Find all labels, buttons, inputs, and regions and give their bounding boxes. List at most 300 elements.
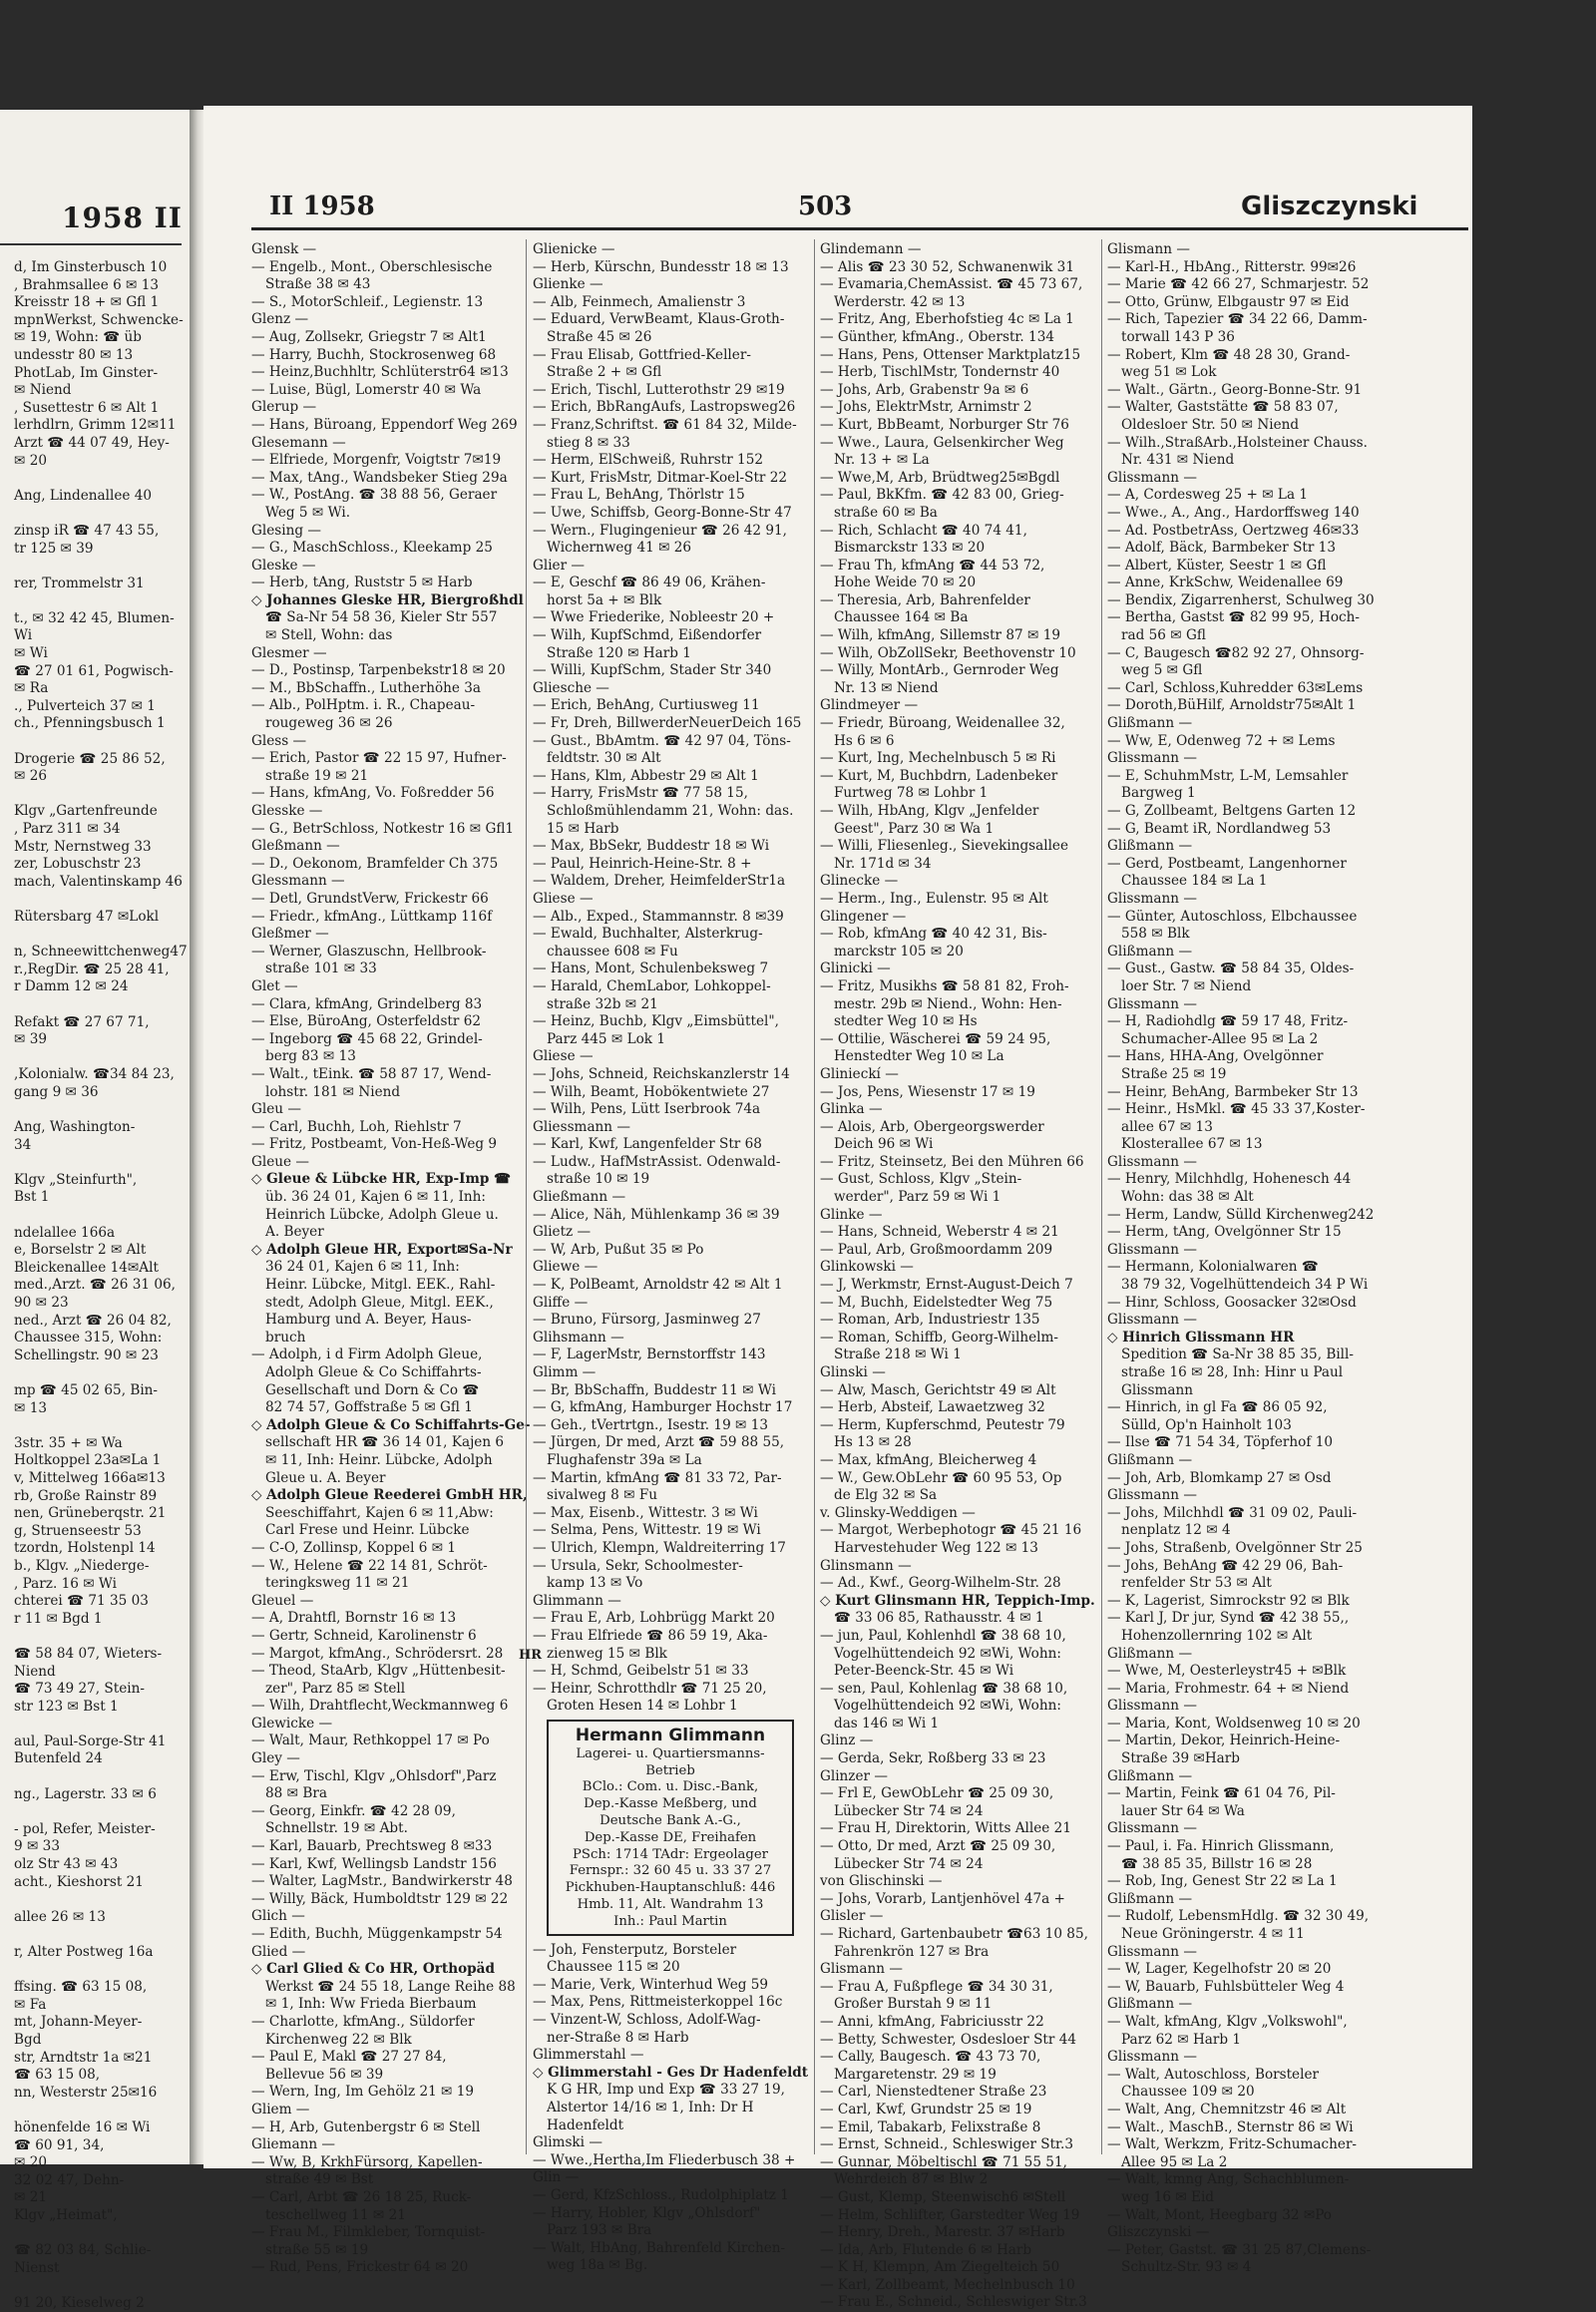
entry-heading: Glinz — bbox=[820, 1733, 874, 1749]
entry-line: — Alice, Näh, Mühlenkamp 36 ✉ 39 bbox=[533, 1206, 780, 1223]
entry-line bbox=[0, 1102, 182, 1120]
entry-line: chaussee 608 ✉ Fu bbox=[547, 943, 678, 960]
entry-line: Werkst ☎ 24 55 18, Lange Reihe 88 bbox=[265, 1978, 516, 1995]
entry-line: — Alb., PolHptm. i. R., Chapeau- bbox=[251, 697, 476, 714]
entry-line: allee 26 ✉ 13 bbox=[14, 1908, 106, 1925]
entry-line: nen, Grüneberqstr. 21 bbox=[14, 1505, 167, 1522]
entry-line: — Paul, Heinrich-Heine-Str. 8 + bbox=[533, 855, 752, 872]
entry-line: Parz 193 ✉ Bra bbox=[547, 2222, 652, 2239]
entry-line: — Ottilie, Wäscherei ☎ 59 24 95, bbox=[820, 1030, 1051, 1047]
entry-line: — Wilh, ObZollSekr, Beethovenstr 10 bbox=[820, 644, 1076, 661]
entry-line: Allee 95 ✉ La 2 bbox=[1121, 2153, 1228, 2170]
entry-line: Neue Gröningerstr. 4 ✉ 11 bbox=[1121, 1926, 1305, 1942]
entry-line: — Otto, Dr med, Arzt ☎ 25 09 30, bbox=[820, 1838, 1056, 1855]
entry-line: — Kurt, M, Buchbdrn, Ladenbeker bbox=[820, 767, 1058, 784]
entry-line: weg 16 ✉ Eid bbox=[1121, 2188, 1215, 2205]
entry-line: Klgv „Gartenfreunde bbox=[14, 803, 158, 820]
entry-line: sivalweg 8 ✉ Fu bbox=[547, 1487, 658, 1504]
entry-line: Chaussee 184 ✉ La 1 bbox=[1121, 873, 1268, 890]
entry-heading: ◇ Glimmerstahl - Ges Dr Hadenfeldt bbox=[533, 2064, 809, 2081]
entry-line: — Paul E, Makl ☎ 27 27 84, bbox=[251, 2049, 447, 2066]
entry-line: mp ☎ 45 02 65, Bin- bbox=[14, 1382, 159, 1398]
entry-heading: Glimmerstahl — bbox=[533, 2047, 644, 2064]
entry-line: — Luise, Bügl, Lomerstr 40 ✉ Wa bbox=[251, 381, 482, 398]
entry-line: — Wilh, KupfSchmd, Eißendorfer bbox=[533, 627, 762, 644]
entry-heading: Glihsmann — bbox=[533, 1329, 624, 1346]
entry-line: ffsing. ☎ 63 15 08, bbox=[14, 1979, 148, 1996]
entry-line bbox=[0, 996, 182, 1014]
entry-heading: v. Glinsky-Weddigen — bbox=[820, 1504, 976, 1521]
entry-heading: Glimmann — bbox=[533, 1592, 621, 1609]
entry-line: lauer Str 64 ✉ Wa bbox=[1121, 1802, 1245, 1819]
entry-line: ✉ Niend bbox=[14, 382, 72, 399]
entry-heading: Glisler — bbox=[820, 1908, 884, 1925]
entry-line bbox=[0, 1417, 182, 1435]
entry-line: tzordn, Holstenpl 14 bbox=[14, 1540, 156, 1557]
entry-line bbox=[0, 786, 182, 804]
entry-line: ☎ Sa-Nr 54 58 36, Kieler Str 557 bbox=[265, 609, 498, 626]
entry-line: Peter-Beenck-Str. 45 ✉ Wi bbox=[834, 1663, 1014, 1680]
entry-line: — Frau Th, kfmAng ☎ 44 53 72, bbox=[820, 557, 1045, 574]
entry-line: — Henry, Dreh., Marestr. 37 ✉Harb bbox=[820, 2224, 1065, 2241]
entry-line: Vogelhüttendeich 92 ✉Wi, Wohn: bbox=[834, 1698, 1061, 1715]
entry-line: — Peter, Gastst. ☎ 31 25 87,Clemens- bbox=[1107, 2241, 1372, 2258]
entry-line: — Wwe Friederike, Nobleestr 20 + bbox=[533, 609, 775, 626]
entry-line: Vogelhüttendeich 92 ✉Wi, Wohn: bbox=[834, 1645, 1061, 1662]
entry-line: — Karl, Kwf, Langenfelder Str 68 bbox=[533, 1136, 762, 1153]
entry-line: nenplatz 12 ✉ 4 bbox=[1121, 1522, 1231, 1539]
entry-line: straße 101 ✉ 33 bbox=[265, 961, 377, 977]
entry-line: feldtstr. 30 ✉ Alt bbox=[547, 750, 661, 767]
entry-line: — Gerd, KfzSchloss., Rudolphiplatz 1 bbox=[533, 2186, 789, 2203]
entry-heading: Glimski — bbox=[533, 2134, 602, 2151]
entry-heading: Glindemann — bbox=[820, 241, 922, 257]
advertisement-line: BClo.: Com. u. Disc.-Bank, bbox=[582, 1779, 759, 1795]
entry-line: — Adolf, Bäck, Barmbeker Str 13 bbox=[1107, 540, 1336, 557]
entry-line: mpnWerkst, Schwencke- bbox=[14, 311, 184, 328]
entry-line bbox=[0, 505, 182, 523]
entry-line: Straße 45 ✉ 26 bbox=[547, 328, 652, 345]
entry-line: ✉ 26 bbox=[14, 768, 48, 785]
entry-line: — Karl, Zollbeamt, Mechelnbusch 10 bbox=[820, 2276, 1075, 2293]
entry-line: Butenfeld 24 bbox=[14, 1750, 103, 1767]
entry-line: — E, SchuhmMstr, L-M, Lemsahler bbox=[1107, 767, 1349, 784]
entry-line: ng., Lagerstr. 33 ✉ 6 bbox=[14, 1785, 157, 1802]
entry-line: — Herm, Landw, Sülld Kirchenweg242 bbox=[1107, 1206, 1375, 1223]
entry-line: Spedition ☎ Sa-Nr 38 85 35, Bill- bbox=[1121, 1347, 1354, 1363]
entry-line: Flughafenstr 39a ✉ La bbox=[547, 1451, 702, 1468]
entry-heading: Glewicke — bbox=[251, 1715, 333, 1732]
entry-line: — Herb, Absteif, Lawaetzweg 32 bbox=[820, 1399, 1045, 1416]
entry-line: Lübecker Str 74 ✉ 24 bbox=[834, 1855, 984, 1872]
entry-line: — Alw, Masch, Gerichtstr 49 ✉ Alt bbox=[820, 1381, 1056, 1398]
entry-line: r, Alter Postweg 16a bbox=[14, 1944, 154, 1960]
entry-line: Chaussee 315, Wohn: bbox=[14, 1330, 163, 1347]
entry-line: — Margot, Werbephotogr ☎ 45 21 16 bbox=[820, 1522, 1082, 1539]
entry-line: Niend bbox=[14, 1663, 56, 1680]
directory-column-1 bbox=[251, 241, 531, 2277]
entry-line: — Willy, MontArb., Gernroder Weg bbox=[820, 662, 1059, 679]
entry-line: Großer Burstah 9 ✉ 11 bbox=[834, 1996, 993, 2013]
entry-line: rad 56 ✉ Gfl bbox=[1121, 627, 1206, 644]
entry-line: — Betty, Schwester, Osdesloer Str 44 bbox=[820, 2031, 1077, 2048]
entry-line: straße 32b ✉ 21 bbox=[547, 995, 658, 1012]
advertisement-line: Pickhuben-Hauptanschluß: 446 bbox=[565, 1880, 776, 1896]
column-divider bbox=[526, 239, 527, 2154]
entry-line: olz Str 43 ✉ 43 bbox=[14, 1856, 119, 1873]
entry-line: — W, Lager, Kegelhofstr 20 ✉ 20 bbox=[1107, 1961, 1332, 1978]
entry-heading: Gleßmann — bbox=[251, 838, 340, 855]
entry-line: rb, Große Rainstr 89 bbox=[14, 1487, 158, 1504]
entry-line: 3str. 35 + ✉ Wa bbox=[14, 1434, 123, 1451]
entry-line: — Ilse ☎ 71 54 34, Töpferhof 10 bbox=[1107, 1434, 1333, 1451]
entry-line: Refakt ☎ 27 67 71, bbox=[14, 1013, 150, 1030]
entry-line: 82 74 57, Goffstraße 5 ✉ Gfl 1 bbox=[265, 1399, 473, 1416]
entry-line: — Br, BbSchaffn, Buddestr 11 ✉ Wi bbox=[533, 1381, 776, 1398]
entry-heading: Gliszczynski — bbox=[1107, 2224, 1210, 2241]
entry-line: werder", Parz 59 ✉ Wi 1 bbox=[834, 1189, 1001, 1206]
entry-line: — Herm, Kupferschmd, Peutestr 79 bbox=[820, 1416, 1065, 1433]
entry-line: ✉ 20 bbox=[14, 452, 48, 469]
entry-heading: ◇ Hinrich Glissmann HR bbox=[1107, 1329, 1295, 1346]
header-rule bbox=[251, 227, 1468, 230]
entry-line: — Karl J, Dr jur, Synd ☎ 42 38 55,, bbox=[1107, 1610, 1350, 1627]
entry-line: bruch bbox=[265, 1329, 306, 1346]
entry-line: — E, Geschf ☎ 86 49 06, Krähen- bbox=[533, 575, 766, 591]
entry-line: — Wilh, HbAng, Klgv „Jenfelder bbox=[820, 803, 1039, 819]
entry-line: — Cally, Baugesch. ☎ 43 73 70, bbox=[820, 2049, 1041, 2066]
entry-line: g, Struenseestr 53 bbox=[14, 1522, 142, 1539]
entry-line bbox=[0, 891, 182, 909]
entry-line: Glissmann bbox=[1121, 1381, 1194, 1398]
entry-line: ✉ 13 bbox=[14, 1399, 48, 1416]
entry-line: — Harry, Hobler, Klgv „Ohlsdorf" bbox=[533, 2204, 761, 2221]
entry-heading: Glissmann — bbox=[1107, 1241, 1197, 1258]
entry-line: n, Schneewittchenweg47 bbox=[14, 944, 188, 961]
entry-line: ☎ 38 85 35, Billstr 16 ✉ 28 bbox=[1121, 1855, 1313, 1872]
entry-heading: von Glischinski — bbox=[820, 1873, 943, 1890]
entry-line bbox=[0, 558, 182, 576]
entry-line: — Anni, kfmAng, Fabriciusstr 22 bbox=[820, 2013, 1044, 2030]
entry-heading: Glissmann — bbox=[1107, 2049, 1197, 2066]
entry-line: Hohenzollernring 102 ✉ Alt bbox=[1121, 1627, 1313, 1644]
entry-line: Henstedter Weg 10 ✉ La bbox=[834, 1048, 1004, 1065]
entry-line: — Maria, Frohmestr. 64 + ✉ Niend bbox=[1107, 1680, 1350, 1697]
entry-line: Schumacher-Allee 95 ✉ La 2 bbox=[1121, 1030, 1319, 1047]
entry-line: ☎ 33 06 85, Rathausstr. 4 ✉ 1 bbox=[834, 1610, 1044, 1627]
entry-line: — Frau M., Filmkleber, Tornquist- bbox=[251, 2224, 486, 2241]
entry-line: Hamburg und A. Beyer, Haus- bbox=[265, 1312, 472, 1329]
entry-line: — Ida, Arb, Flutende 6 ✉ Harb bbox=[820, 2241, 1032, 2258]
entry-line: , Parz 311 ✉ 34 bbox=[14, 821, 121, 837]
entry-line: Schnellstr. 19 ✉ Abt. bbox=[265, 1820, 408, 1837]
entry-line: ✉ Ra bbox=[14, 680, 49, 697]
entry-line: — M, Buchh, Eidelstedter Weg 75 bbox=[820, 1294, 1053, 1311]
entry-line: marckstr 105 ✉ 20 bbox=[834, 943, 964, 960]
left-page-header: 1958 II bbox=[62, 201, 183, 234]
entry-line: Seeschiffahrt, Kajen 6 ✉ 11,Abw: bbox=[265, 1504, 494, 1521]
entry-line: Groten Hesen 14 ✉ Lohbr 1 bbox=[547, 1698, 738, 1715]
entry-line: — Walt, HbAng, Bahrenfeld Kirchen- bbox=[533, 2239, 786, 2256]
entry-heading: Glessmann — bbox=[251, 873, 345, 890]
entry-heading: Glinski — bbox=[820, 1364, 886, 1380]
entry-line: — Herb, Kürschn, Bundesstr 18 ✉ 13 bbox=[533, 258, 789, 275]
entry-line: Bleickenallee 14✉Alt bbox=[14, 1259, 159, 1276]
entry-line: — Eduard, VerwBeamt, Klaus-Groth- bbox=[533, 311, 785, 328]
entry-line: Adolph Gleue & Co Schiffahrts- bbox=[265, 1364, 482, 1380]
entry-line: allee 67 ✉ 13 bbox=[1121, 1118, 1213, 1135]
entry-line: Straße 38 ✉ 43 bbox=[265, 276, 371, 293]
entry-line: — M., BbSchaffn., Lutherhöhe 3a bbox=[251, 679, 482, 696]
entry-line: b., Klgv. „Niederge- bbox=[14, 1557, 150, 1574]
entry-line: ,Kolonialw. ☎34 84 23, bbox=[14, 1066, 175, 1083]
entry-line: — G, Beamt iR, Nordlandweg 53 bbox=[1107, 820, 1332, 837]
entry-line: tr 125 ✉ 39 bbox=[14, 540, 94, 557]
entry-line: — Günther, kfmAng., Oberstr. 134 bbox=[820, 328, 1055, 345]
entry-line: d, Im Ginsterbusch 10 bbox=[14, 259, 168, 275]
entry-line: ✉ Wi bbox=[14, 645, 48, 662]
entry-line: berg 83 ✉ 13 bbox=[265, 1048, 356, 1065]
entry-line: straße 19 ✉ 21 bbox=[265, 767, 369, 784]
entry-line: — Walter, LagMstr., Bandwirkerstr 48 bbox=[251, 1873, 513, 1890]
entry-line: Glinieckí — bbox=[820, 1065, 899, 1082]
entry-line: — Doroth,BüHilf, Arnoldstr75✉Alt 1 bbox=[1107, 697, 1357, 714]
entry-heading: Gliese — bbox=[533, 890, 594, 907]
entry-heading: Glißmann — bbox=[1107, 1451, 1193, 1468]
entry-line: — Marie ☎ 42 66 27, Schmarjestr. 52 bbox=[1107, 276, 1370, 293]
entry-line: — Theresia, Arb, Bahrenfelder bbox=[820, 591, 1030, 608]
entry-line: Heinr. Lübcke, Mitgl. EEK., Rahl- bbox=[265, 1277, 496, 1294]
entry-line: — Martin, kfmAng ☎ 81 33 72, Par- bbox=[533, 1469, 782, 1486]
entry-line: sellschaft HR ☎ 36 14 01, Kajen 6 bbox=[265, 1434, 505, 1451]
entry-line: — Walt, Mont, Heegbarg 32 ✉Po bbox=[1107, 2206, 1332, 2223]
directory-column-3 bbox=[820, 241, 1095, 2312]
entry-line: straße 49 ✉ Bst bbox=[265, 2171, 374, 2188]
entry-line: — Bendix, Zigarrenherst, Schulweg 30 bbox=[1107, 591, 1375, 608]
entry-line: 90 ✉ 23 bbox=[14, 1295, 69, 1312]
entry-line: — Kurt, FrisMstr, Ditmar-Koel-Str 22 bbox=[533, 469, 788, 486]
entry-line: — Gust, Klemp, Steenwisch6 ✉Stell bbox=[820, 2188, 1066, 2205]
entry-line: lohstr. 181 ✉ Niend bbox=[265, 1083, 401, 1100]
entry-line: horst 5a + ✉ Blk bbox=[547, 591, 662, 608]
entry-line: — Selma, Pens, Wittestr. 19 ✉ Wi bbox=[533, 1522, 761, 1539]
entry-heading: Gleue — bbox=[251, 1153, 309, 1170]
directory-column-4 bbox=[1107, 241, 1377, 2277]
entry-line: — Roman, Schiffb, Georg-Wilhelm- bbox=[820, 1329, 1058, 1346]
entry-line: — J, Werkmstr, Ernst-August-Deich 7 bbox=[820, 1277, 1073, 1294]
entry-line: — Hans, Klm, Abbestr 29 ✉ Alt 1 bbox=[533, 767, 759, 784]
entry-line: zer, Lobuschstr 23 bbox=[14, 856, 142, 873]
entry-line: — Ludw., HafMstrAssist. Odenwald- bbox=[533, 1153, 781, 1170]
entry-line: — Gust, Schloss, Klgv „Stein- bbox=[820, 1171, 1022, 1188]
entry-line: str 123 ✉ Bst 1 bbox=[14, 1698, 119, 1715]
entry-heading: Glissmann — bbox=[1107, 995, 1197, 1012]
entry-line bbox=[0, 1049, 182, 1067]
entry-line: A. Beyer bbox=[265, 1224, 324, 1241]
entry-line: Kirchenweg 22 ✉ Blk bbox=[265, 2031, 412, 2048]
entry-line: ✉ Fa bbox=[14, 1996, 47, 2013]
entry-line: — Johs, Arb, Grabenstr 9a ✉ 6 bbox=[820, 381, 1029, 398]
entry-heading: Glissmann — bbox=[1107, 1153, 1197, 1170]
entry-line: — Edith, Buchh, Müggenkampstr 54 bbox=[251, 1926, 503, 1942]
entry-line bbox=[0, 1768, 182, 1786]
entry-heading: Glienicke — bbox=[533, 241, 615, 257]
entry-line: weg 18a ✉ Bg. bbox=[547, 2257, 648, 2274]
entry-line: Sülld, Op'n Hainholt 103 bbox=[1121, 1416, 1292, 1433]
entry-line: — C, Baugesch ☎82 92 27, Ohnsorg- bbox=[1107, 644, 1365, 661]
entry-line: Hs 6 ✉ 6 bbox=[834, 732, 895, 749]
entry-line: 36 24 01, Kajen 6 ✉ 11, Inh: bbox=[265, 1259, 460, 1276]
entry-heading: Glinke — bbox=[820, 1206, 883, 1223]
entry-line: — Walt, Ang, Chemnitzstr 46 ✉ Alt bbox=[1107, 2101, 1347, 2118]
advertisement-box bbox=[547, 1720, 794, 1936]
entry-line: Chaussee 109 ✉ 20 bbox=[1121, 2084, 1255, 2101]
entry-line: — Willi, KupfSchm, Stader Str 340 bbox=[533, 662, 772, 679]
entry-line: — Karl, Bauarb, Prechtsweg 8 ✉33 bbox=[251, 1838, 493, 1855]
entry-line: Straße 120 ✉ Harb 1 bbox=[547, 644, 691, 661]
entry-heading: ◇ Carl Glied & Co HR, Orthopäd bbox=[251, 1961, 495, 1978]
left-header-rule bbox=[0, 243, 182, 245]
entry-line: ✉ 19, Wohn: ☎ üb bbox=[14, 329, 143, 346]
entry-line: mestr. 29b ✉ Niend., Wohn: Hen- bbox=[834, 995, 1062, 1012]
entry-line: straße 55 ✉ 19 bbox=[265, 2241, 369, 2258]
entry-line bbox=[0, 1716, 182, 1734]
entry-line: Schloßmühlendamm 21, Wohn: das. bbox=[547, 803, 794, 819]
entry-line: Gesellschaft und Dorn & Co ☎ bbox=[265, 1381, 480, 1398]
entry-line: — Johs, Vorarb, Lantjenhövel 47a + bbox=[820, 1890, 1065, 1907]
entry-line: — Marie, Verk, Winterhud Weg 59 bbox=[533, 1976, 769, 1993]
entry-line: — Kurt, Ing, Mechelnbusch 5 ✉ Ri bbox=[820, 750, 1056, 767]
right-page bbox=[203, 106, 1472, 2311]
entry-heading: Glesemann — bbox=[251, 434, 346, 451]
entry-line: — Hans, Pens, Ottenser Marktplatz15 bbox=[820, 346, 1081, 363]
entry-line: — Wwe., A., Ang., Hardorffsweg 140 bbox=[1107, 504, 1360, 521]
entry-line: — Johs, Schneid, Reichskanzlerstr 14 bbox=[533, 1065, 790, 1082]
entry-line: Straße 39 ✉Harb bbox=[1121, 1750, 1240, 1767]
entry-line: Nienst bbox=[14, 2259, 60, 2276]
entry-line: — Ursula, Sekr, Schoolmester- bbox=[533, 1557, 743, 1574]
entry-line: — Emil, Tabakarb, Felixstraße 8 bbox=[820, 2119, 1041, 2135]
entry-heading: Gleu — bbox=[251, 1101, 301, 1118]
entry-line: — Hans, Büroang, Eppendorf Weg 269 bbox=[251, 416, 518, 433]
advertisement-line: PSch: 1714 TAdr: Ergeolager bbox=[573, 1846, 768, 1862]
entry-line: lerhdlrn, Grimm 12✉11 bbox=[14, 417, 177, 434]
entry-line: — Waldem, Dreher, HeimfelderStr1a bbox=[533, 873, 786, 890]
entry-line bbox=[0, 927, 182, 945]
entry-line: 32 02 47, Dehn- bbox=[14, 2171, 125, 2188]
entry-line: — Fr, Dreh, BillwerderNeuerDeich 165 bbox=[533, 715, 802, 732]
entry-line: Harvestehuder Weg 122 ✉ 13 bbox=[834, 1539, 1038, 1556]
page-header-name: Gliszczynski bbox=[1241, 192, 1418, 221]
entry-line: — Walt, Maur, Rethkoppel 17 ✉ Po bbox=[251, 1733, 490, 1749]
entry-line bbox=[0, 1803, 182, 1821]
entry-heading: Glißmann — bbox=[1107, 1767, 1193, 1784]
entry-line: — Ww, B, KrkhFürsorg, Kapellen- bbox=[251, 2153, 483, 2170]
entry-line bbox=[0, 1207, 182, 1225]
entry-heading: ◇ Johannes Gleske HR, Biergroßhdl bbox=[251, 591, 524, 608]
entry-line: — Wern., Flugingenieur ☎ 26 42 91, bbox=[533, 522, 787, 539]
entry-line: — Gerda, Sekr, Roßberg 33 ✉ 23 bbox=[820, 1750, 1046, 1767]
entry-heading: Glied — bbox=[251, 1943, 306, 1960]
entry-line bbox=[0, 592, 182, 610]
entry-line: — Willi, Fliesenleg., Sievekingsallee bbox=[820, 838, 1069, 855]
entry-line: — Herm, ElSchweiß, Ruhrstr 152 bbox=[533, 452, 763, 469]
entry-line: — Jürgen, Dr med, Arzt ☎ 59 88 55, bbox=[533, 1434, 785, 1451]
entry-line: mt, Johann-Meyer- bbox=[14, 2014, 143, 2031]
entry-line: ☎ 58 84 07, Wieters- bbox=[14, 1645, 163, 1662]
entry-line: — Heinr, BehAng, Barmbeker Str 13 bbox=[1107, 1083, 1359, 1100]
entry-line: Margaretenstr. 29 ✉ 19 bbox=[834, 2066, 997, 2083]
entry-heading: Glissmann — bbox=[1107, 1943, 1197, 1960]
entry-line: das 146 ✉ Wi 1 bbox=[834, 1715, 940, 1732]
entry-line: Carl Frese und Heinr. Lübcke bbox=[265, 1522, 470, 1539]
entry-line: Hadenfeldt bbox=[547, 2117, 624, 2133]
entry-line: — Ad., Kwf., Georg-Wilhelm-Str. 28 bbox=[820, 1575, 1061, 1592]
entry-line bbox=[0, 1962, 182, 1980]
entry-line: stedter Weg 10 ✉ Hs bbox=[834, 1013, 978, 1030]
entry-line: — Willy, Bäck, Humboldtstr 129 ✉ 22 bbox=[251, 1890, 509, 1907]
entry-line: — Walt., tEink. ☎ 58 87 17, Wend- bbox=[251, 1065, 492, 1082]
entry-heading: Glerup — bbox=[251, 399, 317, 416]
entry-line: Mstr, Nernstweg 33 bbox=[14, 838, 152, 855]
entry-line: — Hans, kfmAng, Vo. Foßredder 56 bbox=[251, 785, 495, 802]
entry-line: — G, kfmAng, Hamburger Hochstr 17 bbox=[533, 1399, 793, 1416]
entry-line: — Fritz, Steinsetz, Bei den Mühren 66 bbox=[820, 1153, 1084, 1170]
entry-line: Wohn: das 38 ✉ Alt bbox=[1121, 1189, 1254, 1206]
entry-line: Rütersbarg 47 ✉Lokl bbox=[14, 908, 160, 925]
entry-line: 91 20, Kieselweg 2 bbox=[14, 2294, 145, 2311]
entry-line: Nr. 13 ✉ Niend bbox=[834, 679, 939, 696]
entry-line: r Damm 12 ✉ 24 bbox=[14, 978, 129, 995]
entry-line: — Paul, Arb, Großmoordamm 209 bbox=[820, 1241, 1053, 1258]
entry-line: — Heinr, Schrotthdlr ☎ 71 25 20, bbox=[533, 1680, 767, 1697]
entry-line: — Hans, HHA-Ang, Ovelgönner bbox=[1107, 1048, 1324, 1065]
entry-line: zer", Parz 85 ✉ Stell bbox=[265, 1680, 406, 1697]
entry-line: — Rud, Pens, Frickestr 64 ✉ 20 bbox=[251, 2259, 469, 2276]
entry-line: ☎ 82 03 84, Schlie- bbox=[14, 2242, 152, 2259]
entry-line: — Bruno, Fürsorg, Jasminweg 27 bbox=[533, 1312, 761, 1329]
entry-line: r 11 ✉ Bgd 1 bbox=[14, 1610, 103, 1627]
entry-line: 38 79 32, Vogelhüttendeich 34 P Wi bbox=[1121, 1277, 1369, 1294]
entry-line: — Theod, StaArb, Klgv „Hüttenbesit- bbox=[251, 1663, 506, 1680]
entry-line: Nr. 171d ✉ 34 bbox=[834, 855, 932, 872]
entry-line: — Johs, BehAng ☎ 42 29 06, Bah- bbox=[1107, 1557, 1344, 1574]
entry-line: r.,RegDir. ☎ 25 28 41, bbox=[14, 961, 170, 977]
entry-line: Nr. 13 + ✉ La bbox=[834, 452, 930, 469]
entry-line: — Wwe,M, Arb, Brüdtweg25✉Bgdl bbox=[820, 469, 1060, 486]
entry-line: de Elg 32 ✉ Sa bbox=[834, 1487, 938, 1504]
entry-line: — Rich, Tapezier ☎ 34 22 66, Damm- bbox=[1107, 311, 1368, 328]
entry-line: — Margot, kfmAng., Schrödersrt. 28 bbox=[251, 1645, 504, 1662]
column-divider bbox=[1101, 239, 1102, 2154]
entry-line: — Hans, Schneid, Weberstr 4 ✉ 21 bbox=[820, 1224, 1059, 1241]
entry-line: Oldesloer Str. 50 ✉ Niend bbox=[1121, 416, 1300, 433]
entry-line: ✉ Stell, Wohn: das bbox=[265, 627, 393, 644]
entry-heading: Glinzer — bbox=[820, 1767, 888, 1784]
entry-line: teschellweg 11 ✉ 21 bbox=[265, 2206, 406, 2223]
entry-line: — Gertr, Schneid, Karolinenstr 6 bbox=[251, 1627, 477, 1644]
entry-heading: Gleuel — bbox=[251, 1592, 314, 1609]
left-page bbox=[0, 110, 190, 2311]
entry-heading: Glier — bbox=[533, 557, 586, 574]
entry-heading: Glin — bbox=[533, 2169, 580, 2186]
page-header-left: II 1958 bbox=[269, 192, 375, 221]
entry-heading: Glissmann — bbox=[1107, 469, 1197, 486]
entry-line: — Friedr, Büroang, Weidenallee 32, bbox=[820, 715, 1065, 732]
entry-line: ., Pulverteich 37 ✉ 1 bbox=[14, 697, 156, 714]
entry-line: — Frau Elisab, Gottfried-Keller- bbox=[533, 346, 751, 363]
entry-line: Wi bbox=[14, 627, 33, 644]
